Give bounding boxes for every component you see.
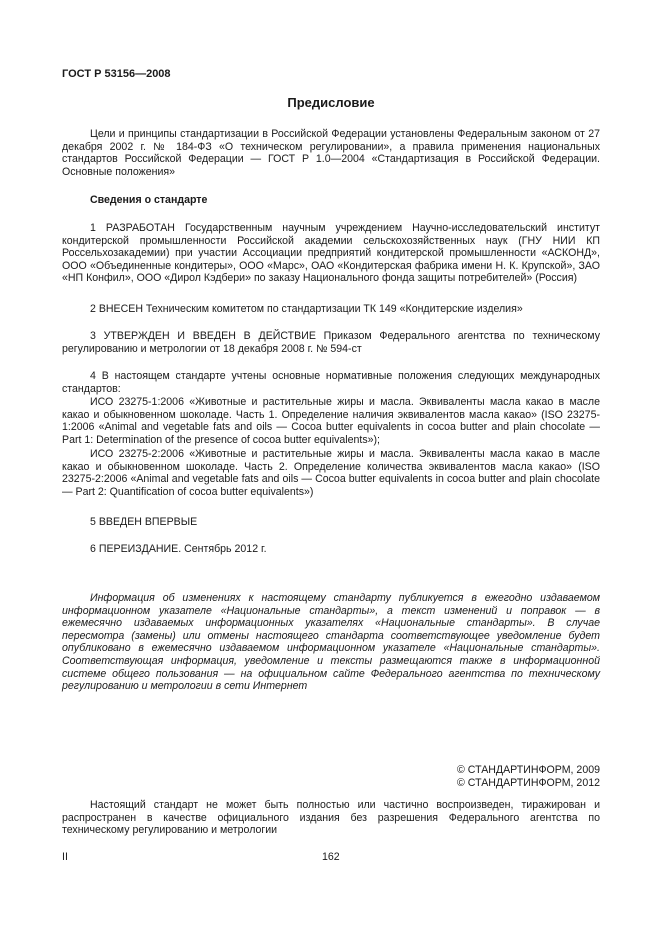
roman-page-number: II: [62, 851, 68, 863]
item-4-iso-part1: ИСО 23275-1:2006 «Животные и растительные жиры и масла. Эквиваленты масла какао в масле какао и обыкновенном шоколаде. Часть 1. Определение наличия эквивалентов масла какао» (ISO 23275-1:2006 «Animal and vegetable fats and oils — Cocoa butter equivalents in cocoa butter and plain chocolate — Part 1: Determination of the presence of cocoa butter equivalents»);: [62, 396, 600, 446]
item-3-approved: 3 УТВЕРЖДЕН И ВВЕДЕН В ДЕЙСТВИЕ Приказом Федерального агентства по техническому регулированию и метрологии от 18 декабря 2008 г. № 594-ст: [62, 330, 600, 355]
copyright-line: © СТАНДАРТИНФОРМ, 2009: [457, 764, 600, 776]
item-4-standards: 4 В настоящем стандарте учтены основные нормативные положения следующих международных стандартов:: [62, 370, 600, 395]
document-header: ГОСТ Р 53156—2008: [62, 68, 171, 80]
page-number: 162: [322, 851, 340, 863]
copyright-block: [62, 764, 600, 789]
item-2-submitted: 2 ВНЕСЕН Техническим комитетом по стандартизации ТК 149 «Кондитерские изделия»: [90, 303, 523, 315]
info-paragraph: Информация об изменениях к настоящему стандарту публикуется в ежегодно издаваемом информационном указателе «Национальные стандарты», а текст изменений и поправок — в ежемесячно издаваемых информационных указателях «Национальные стандарты». В случае пересмотра (замены) или отмены настоящего стандарта соответствующее уведомление будет опубликовано в ежемесячно издаваемом информационном указателе «Национальные стандарты». Соответствующая информация, уведомление и тексты размещаются также в информационной системе общего пользования — на официальном сайте Федерального агентства по техническому регулированию и метрологии в сети Интернет: [62, 592, 600, 693]
intro-paragraph: Цели и принципы стандартизации в Российской Федерации установлены Федеральным законом от 27 декабря 2002 г. № 184-ФЗ «О техническом регулировании», а правила применения национальных стандартов Российской Федерации — ГОСТ Р 1.0—2004 «Стандартизация в Российской Федерации. Основные положения»: [62, 128, 600, 178]
copyright-line: © СТАНДАРТИНФОРМ, 2012: [457, 776, 600, 789]
document-page: [62, 0, 600, 936]
item-1-developed: 1 РАЗРАБОТАН Государственным научным учреждением Научно-исследовательский институт кондитерской промышленности Российской академии сельскохозяйственных наук (ГНУ НИИ КП Россельхозакадемии) при участии Ассоциации предприятий кондитерской промышленности «АСКОНД», ООО «Объединенные кондитеры», ООО «Марс», ОАО «Кондитерская фабрика имени Н. К. Крупской», ЗАО «НП Конфил», ООО «Дирол Кэдбери» по заказу Национального фонда защиты потребителей» (Россия): [62, 222, 600, 285]
item-4-iso-part2: ИСО 23275-2:2006 «Животные и растительные жиры и масла. Эквиваленты масла какао в масле какао и обыкновенном шоколаде. Часть 2. Определение количества эквивалентов масла какао» (ISO 23275-2:2006 «Animal and vegetable fats and oils — Cocoa butter equivalents in cocoa butter and plain chocolate — Part 2: Quantification of cocoa butter equivalents»): [62, 448, 600, 498]
item-6-reissue: 6 ПЕРЕИЗДАНИЕ. Сентябрь 2012 г.: [90, 543, 267, 555]
section-subtitle: Сведения о стандарте: [90, 194, 208, 206]
page-footer: [62, 851, 600, 864]
item-5-first-introduced: 5 ВВЕДЕН ВПЕРВЫЕ: [90, 516, 198, 528]
page-title: Предисловие: [287, 95, 375, 110]
reproduction-notice: Настоящий стандарт не может быть полностью или частично воспроизведен, тиражирован и распространен в качестве официального издания без разрешения Федерального агентства по техническому регулированию и метрологии: [62, 799, 600, 837]
